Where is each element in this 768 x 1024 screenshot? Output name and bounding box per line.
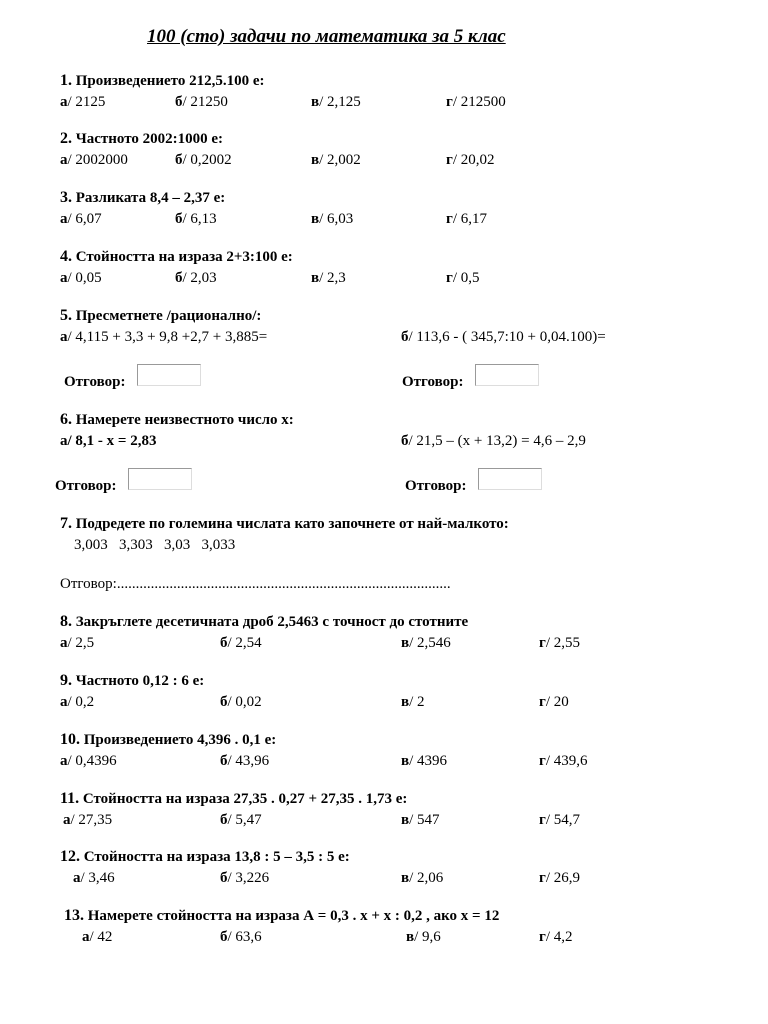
option-letter: в <box>311 152 320 168</box>
question-text: Стойността на израза 27,35 . 0,27 + 27,35 . 1,73 е: <box>79 791 408 807</box>
option-value: / 2125 <box>67 94 106 110</box>
option-value: / 26,9 <box>545 870 580 886</box>
question-text: Пресметнете /рационално/: <box>72 308 262 324</box>
option-letter: б <box>220 635 228 651</box>
answer-option <box>539 634 580 652</box>
answer-option <box>220 752 269 770</box>
option-letter: в <box>401 753 410 769</box>
option-letter: а <box>60 152 68 168</box>
answer-option <box>406 928 441 946</box>
option-value: / 9,6 <box>414 929 441 945</box>
question-number: 11. <box>60 790 80 807</box>
question-number: 8. <box>60 613 72 630</box>
option-letter: г <box>539 753 546 769</box>
answer-option <box>60 93 105 111</box>
option-letter: г <box>446 211 453 227</box>
option-letter: а <box>60 329 68 345</box>
option-letter: г <box>446 270 453 286</box>
option-letter: а <box>60 94 68 110</box>
option-value: / 2,125 <box>319 94 361 110</box>
question-text: Подредете по големина числата като започнете от най-малкото: <box>72 516 509 532</box>
answer-option <box>220 634 262 652</box>
option-letter: г <box>539 870 546 886</box>
answer-box[interactable] <box>475 364 539 386</box>
question-heading <box>60 848 350 866</box>
option-letter: б <box>220 870 228 886</box>
question-heading <box>60 248 293 266</box>
answer-option <box>311 151 361 169</box>
option-value: / 439,6 <box>545 753 588 769</box>
question-text: Стойността на израза 2+3:100 е: <box>72 249 293 265</box>
option-letter: г <box>446 152 453 168</box>
option-letter: в <box>311 211 320 227</box>
option-value: / 21,5 – (х + 13,2) = 4,6 – 2,9 <box>408 433 586 449</box>
option-letter: б <box>220 812 228 828</box>
question-text: Произведението 212,5.100 е: <box>72 73 265 89</box>
option-letter: в <box>401 812 410 828</box>
dotted-answer-line[interactable]: Отговор:......................................................................................... <box>60 576 451 592</box>
option-letter: б <box>175 152 183 168</box>
answer-option <box>175 210 217 228</box>
option-value: / 2,5 <box>67 635 95 651</box>
answer-option <box>60 328 267 346</box>
option-value: / 8,1 - х = 2,83 <box>67 433 157 449</box>
answer-box[interactable] <box>128 468 192 490</box>
option-value: / 547 <box>409 812 440 828</box>
answer-option <box>175 93 228 111</box>
question-heading <box>60 613 468 631</box>
option-letter: б <box>220 694 228 710</box>
answer-option <box>60 634 94 652</box>
option-value: / 0,02 <box>227 694 262 710</box>
option-value: / 0,2 <box>67 694 95 710</box>
option-value: / 2,03 <box>182 270 217 286</box>
answer-option <box>220 869 269 887</box>
question-text: Частното 2002:1000 е: <box>72 131 224 147</box>
question-number: 5. <box>60 307 72 324</box>
question-number: 3. <box>60 189 72 206</box>
option-value: / 4,115 + 3,3 + 9,8 +2,7 + 3,885= <box>67 329 268 345</box>
answer-option <box>220 811 262 829</box>
option-letter: г <box>539 635 546 651</box>
option-letter: б <box>175 94 183 110</box>
option-value: / 2,3 <box>319 270 346 286</box>
question-number: 10. <box>60 731 80 748</box>
option-value: / 20,02 <box>452 152 495 168</box>
answer-option <box>63 811 112 829</box>
answer-option <box>446 151 494 169</box>
answer-option <box>175 151 232 169</box>
option-letter: в <box>311 94 320 110</box>
answer-option <box>401 869 443 887</box>
answer-label: Отговор: <box>55 478 117 494</box>
option-letter: б <box>401 433 409 449</box>
option-value: / 43,96 <box>227 753 270 769</box>
question-text: Намерете неизвестното число х: <box>72 412 294 428</box>
option-letter: а <box>82 929 90 945</box>
question-heading <box>64 907 499 925</box>
question-number: 7. <box>60 515 72 532</box>
option-letter: в <box>406 929 415 945</box>
option-letter: а <box>60 211 68 227</box>
option-letter: в <box>311 270 320 286</box>
question-number: 4. <box>60 248 72 265</box>
option-value: / 6,03 <box>319 211 354 227</box>
option-letter: а <box>60 433 68 449</box>
answer-option <box>311 210 353 228</box>
question-heading <box>60 189 225 207</box>
answer-option <box>73 869 115 887</box>
option-letter: а <box>60 694 68 710</box>
answer-option <box>82 928 112 946</box>
answer-option <box>401 693 425 711</box>
question-heading <box>60 411 294 429</box>
page-title: 100 (сто) задачи по математика за 5 клас <box>147 26 506 47</box>
option-letter: г <box>539 929 546 945</box>
answer-option <box>60 752 117 770</box>
answer-option <box>401 328 606 346</box>
option-value: / 2 <box>409 694 425 710</box>
question-number: 1. <box>60 72 72 89</box>
option-letter: б <box>220 929 228 945</box>
option-value: / 6,07 <box>67 211 102 227</box>
question-heading <box>60 130 223 148</box>
answer-option <box>60 151 128 169</box>
option-letter: б <box>220 753 228 769</box>
answer-label: Отговор: <box>405 478 467 494</box>
option-value: / 6,13 <box>182 211 217 227</box>
option-value: / 212500 <box>452 94 506 110</box>
answer-option <box>401 811 440 829</box>
option-value: / 54,7 <box>545 812 580 828</box>
option-letter: в <box>401 635 410 651</box>
answer-box[interactable] <box>478 468 542 490</box>
option-value: / 2,546 <box>409 635 451 651</box>
question-number: 9. <box>60 672 72 689</box>
question-text: Частното 0,12 : 6 е: <box>72 673 205 689</box>
option-letter: а <box>73 870 81 886</box>
answer-option <box>539 693 569 711</box>
option-letter: а <box>60 270 68 286</box>
question-text: Закръглете десетичната дроб 2,5463 с точност до стотните <box>72 614 469 630</box>
option-letter: г <box>446 94 453 110</box>
option-value: / 5,47 <box>227 812 262 828</box>
question-text: Намерете стойността на израза А = 0,3 . х + х : 0,2 , ако х = 12 <box>84 908 500 924</box>
option-letter: а <box>60 635 68 651</box>
question-number: 12. <box>60 848 80 865</box>
option-letter: в <box>401 870 410 886</box>
numbers-list: 3,003 3,303 3,03 3,033 <box>74 537 236 553</box>
option-value: / 0,05 <box>67 270 102 286</box>
option-value: / 21250 <box>182 94 228 110</box>
answer-option <box>446 269 479 287</box>
answer-option <box>539 752 587 770</box>
option-letter: в <box>401 694 410 710</box>
option-value: / 2,002 <box>319 152 361 168</box>
answer-option <box>60 693 94 711</box>
answer-option <box>311 93 361 111</box>
question-heading <box>60 307 261 325</box>
option-letter: б <box>175 270 183 286</box>
answer-option <box>446 210 487 228</box>
option-value: / 4,2 <box>545 929 573 945</box>
answer-option <box>220 693 262 711</box>
option-value: / 2002000 <box>67 152 128 168</box>
question-text: Стойността на израза 13,8 : 5 – 3,5 : 5 е: <box>80 849 350 865</box>
answer-option <box>539 928 572 946</box>
option-value: / 2,54 <box>227 635 262 651</box>
option-value: / 3,226 <box>227 870 270 886</box>
answer-label: Отговор: <box>64 374 126 390</box>
equation-a <box>60 432 156 450</box>
option-value: / 2,06 <box>409 870 444 886</box>
answer-option <box>60 210 102 228</box>
option-value: / 0,5 <box>452 270 480 286</box>
option-value: / 42 <box>89 929 113 945</box>
answer-option <box>401 432 586 450</box>
option-value: / 20 <box>545 694 569 710</box>
option-value: / 0,2002 <box>182 152 232 168</box>
answer-option <box>539 869 580 887</box>
option-value: / 3,46 <box>80 870 115 886</box>
option-value: / 2,55 <box>545 635 580 651</box>
question-heading <box>60 515 509 533</box>
question-text: Произведението 4,396 . 0,1 е: <box>80 732 277 748</box>
option-value: / 63,6 <box>227 929 262 945</box>
answer-option <box>539 811 580 829</box>
answer-option <box>220 928 262 946</box>
option-letter: г <box>539 694 546 710</box>
question-number: 6. <box>60 411 72 428</box>
option-value: / 0,4396 <box>67 753 117 769</box>
option-letter: а <box>63 812 71 828</box>
answer-option <box>311 269 346 287</box>
answer-option <box>401 752 447 770</box>
option-value: / 6,17 <box>452 211 487 227</box>
option-value: / 113,6 - ( 345,7:10 + 0,04.100)= <box>408 329 606 345</box>
option-letter: б <box>401 329 409 345</box>
answer-option <box>60 269 102 287</box>
option-letter: г <box>539 812 546 828</box>
option-value: / 4396 <box>409 753 448 769</box>
option-letter: а <box>60 753 68 769</box>
answer-option <box>446 93 506 111</box>
question-heading <box>60 672 204 690</box>
answer-box[interactable] <box>137 364 201 386</box>
option-value: / 27,35 <box>70 812 113 828</box>
question-heading <box>60 731 276 749</box>
question-text: Разликата 8,4 – 2,37 е: <box>72 190 226 206</box>
answer-option <box>401 634 451 652</box>
answer-label: Отговор: <box>402 374 464 390</box>
option-letter: б <box>175 211 183 227</box>
answer-option <box>175 269 217 287</box>
question-heading <box>60 790 407 808</box>
question-number: 2. <box>60 130 72 147</box>
question-heading <box>60 72 265 90</box>
question-number: 13. <box>64 907 84 924</box>
